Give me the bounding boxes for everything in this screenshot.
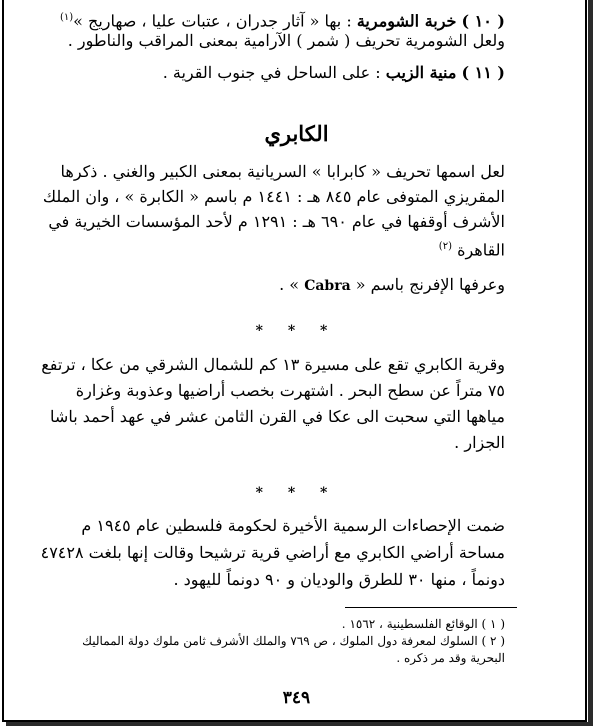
- entry-10-name: خربة الشومرية: [356, 11, 457, 31]
- para-3-line-1: وقرية الكابري تقع على مسيرة ١٣ كم للشمال الشرقي من عكا ، ترتفع: [41, 355, 505, 374]
- footnote-1: ( ١ ) الوقائع الفلسطينية ، ١٥٦٢ .: [341, 617, 505, 631]
- section-title: الكابري: [264, 121, 329, 146]
- para-1-line-4: [439, 236, 505, 261]
- para-2-line: [279, 274, 505, 297]
- entry-10-line-1: [60, 7, 505, 32]
- entry-10-line-2: ولعل الشومرية تحريف ( شمر ) الآرامية بمعنى المراقب والناطور .: [67, 31, 505, 50]
- para-1-line-2: المقريزي المتوفى عام ٨٤٥ هـ : ١٤٤١ م باسم « الكابرة » ، وان الملك: [42, 187, 505, 206]
- entry-11-number: ( ١١ ): [461, 63, 505, 82]
- para-4-line-2: مساحة أراضي الكابري مع أراضي قرية ترشيحا وقالت إنها بلغت ٤٧٤٢٨: [40, 543, 505, 562]
- entry-10-number: ( ١٠ ): [461, 11, 505, 31]
- para-1-last-text: القاهرة: [457, 240, 505, 260]
- entry-11-name: منية الزيب: [385, 63, 457, 82]
- para-2-latin-name: Cabra: [304, 278, 351, 294]
- para-1-line-1: لعل اسمها تحريف « كابرابا » السريانية بمعنى الكبير والغني . ذكرها: [60, 162, 505, 181]
- para-2-suffix: » .: [279, 275, 300, 294]
- page-shadow-right: [588, 0, 593, 726]
- footnote-rule: [345, 607, 517, 608]
- entry-10-text: : بها « آثار جدران ، عتبات عليا ، صهاريج »: [73, 11, 352, 31]
- para-3-line-2: ٧٥ متراً عن سطح البحر . اشتهرت بخصب أراضيها وعذوبة وغزارة: [75, 381, 505, 400]
- entry-11-text: : على الساحل في جنوب القرية .: [162, 63, 381, 82]
- footnote-2: ( ٢ ) السلوك لمعرفة دول الملوك ، ص ٧٦٩ والملك الأشرف ثامن ملوك دولة المماليك: [82, 634, 505, 648]
- para-2-prefix: وعرفها الإفرنج باسم «: [355, 275, 505, 294]
- footnote-2-continued: البحرية وقد مر ذكره .: [396, 651, 505, 665]
- separator-1: * * *: [255, 323, 338, 339]
- entry-11-line: [163, 62, 505, 84]
- para-1-footnote-ref: (٢): [438, 241, 452, 252]
- para-3-line-3: مياهها التي سحبت الى عكا في القرن الثامن عشر في عهد أحمد باشا: [50, 407, 505, 426]
- separator-2: * * *: [255, 485, 338, 501]
- page-number: ٣٤٩: [282, 688, 311, 708]
- para-3-line-4: الجزار .: [454, 433, 505, 452]
- page-shadow-bottom: [6, 722, 593, 726]
- para-4-line-3: دونماً ، منها ٣٠ للطرق والوديان و ٩٠ دونماً لليهود .: [173, 570, 505, 589]
- para-4-line-1: ضمت الإحصاءات الرسمية الأخيرة لحكومة فلسطين عام ١٩٤٥ م: [81, 516, 505, 535]
- para-1-line-3: الأشرف أوقفها في عام ٦٩٠ هـ : ١٢٩١ م لأحد المؤسسات الخيرية في: [48, 212, 505, 231]
- entry-10-footnote-ref: (١): [59, 12, 74, 23]
